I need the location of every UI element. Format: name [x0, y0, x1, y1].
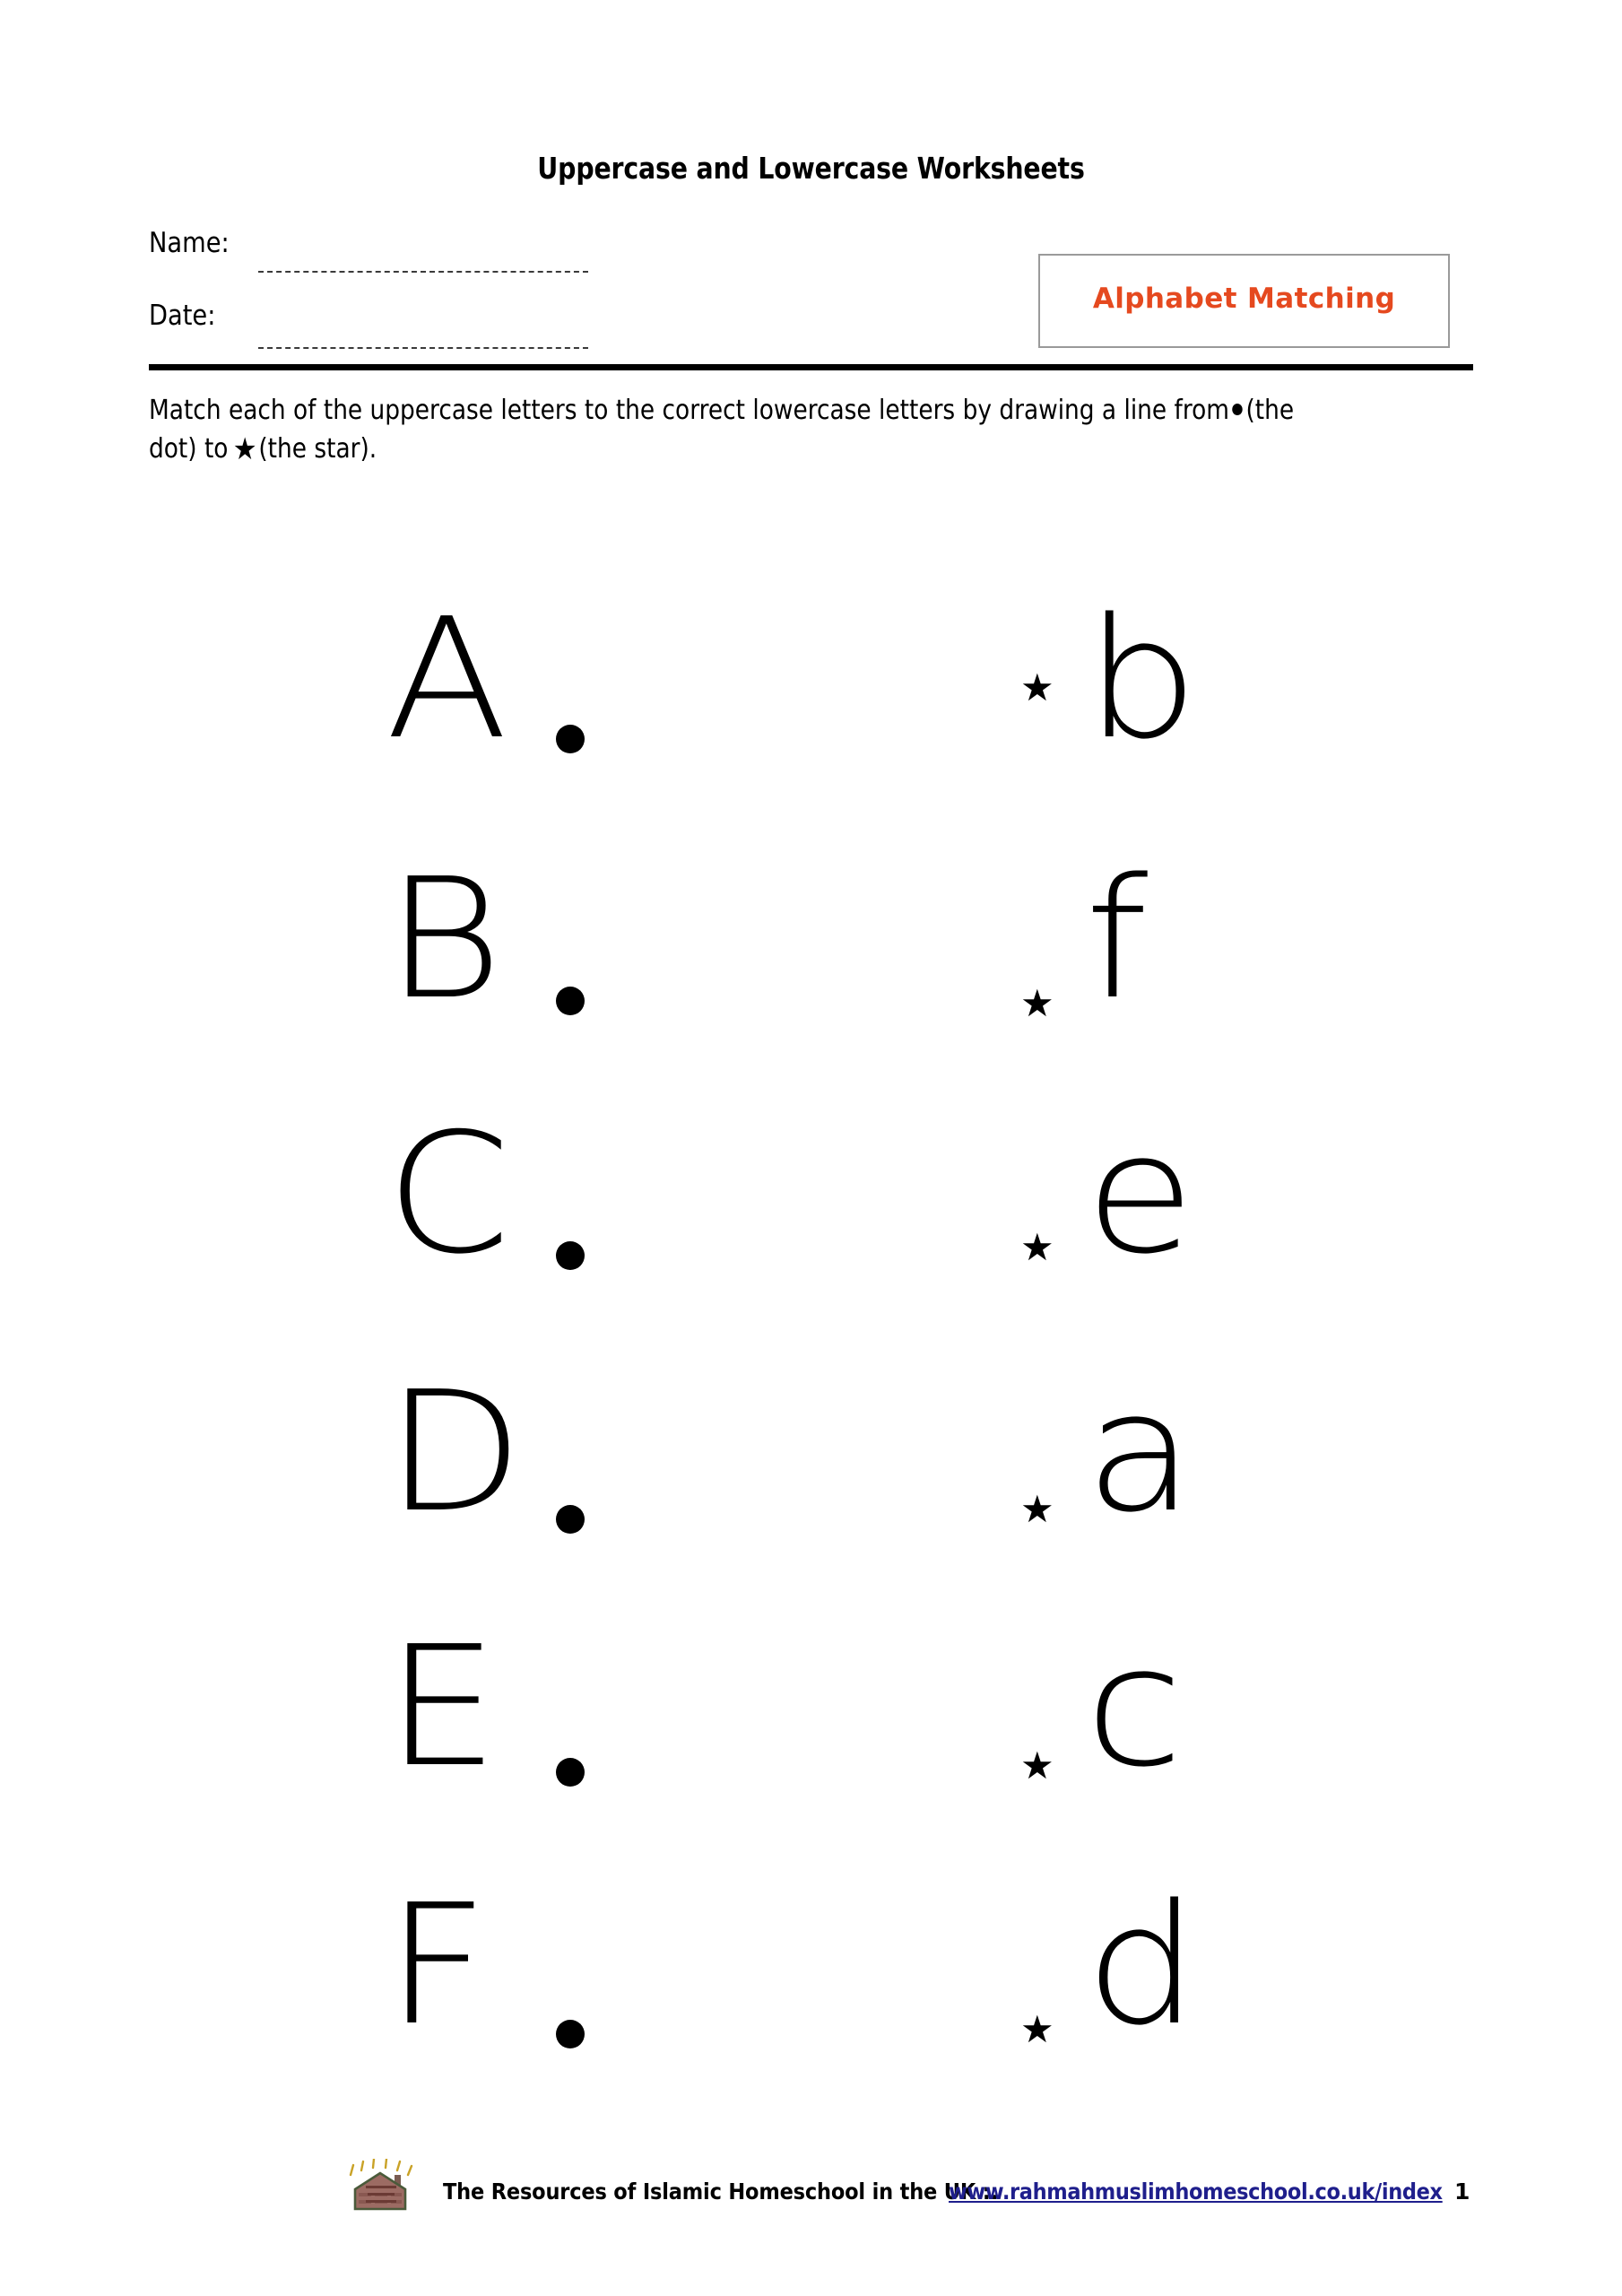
name-label: Name:: [149, 227, 230, 259]
matching-row: [0, 1566, 1622, 1804]
name-input-line[interactable]: [258, 271, 588, 273]
dot-icon[interactable]: [556, 1241, 585, 1270]
dot-icon[interactable]: [556, 1505, 585, 1534]
star-icon[interactable]: ★: [1020, 1226, 1054, 1268]
matching-row: [0, 1824, 1622, 2062]
uppercase-cell: [296, 1824, 672, 2062]
lowercase-cell: [995, 1311, 1408, 1549]
house-logo-icon: [339, 2159, 425, 2225]
instructions-part-1: Match each of the uppercase letters to the correct lowercase letters by drawing a line from: [149, 395, 1229, 426]
student-info-block: [149, 227, 794, 372]
uppercase-cell: [296, 1053, 672, 1291]
date-field-row: [149, 300, 794, 372]
star-icon[interactable]: ★: [1020, 1488, 1054, 1530]
lowercase-cell: [995, 798, 1408, 1036]
lowercase-cell: [995, 1824, 1408, 2062]
matching-row: [0, 1053, 1622, 1291]
uppercase-cell: [296, 1566, 672, 1804]
instructions-part-2: (the dot) to: [149, 395, 1295, 465]
lowercase-letter: a: [1085, 1355, 1195, 1549]
star-icon[interactable]: ★: [1020, 982, 1054, 1024]
lowercase-letter: d: [1085, 1868, 1199, 2062]
lowercase-letter: e: [1085, 1097, 1195, 1291]
uppercase-cell: [296, 538, 672, 776]
star-icon[interactable]: ★: [1020, 666, 1054, 709]
dot-icon[interactable]: [556, 1758, 585, 1787]
dot-icon: [1233, 404, 1243, 415]
lowercase-letter: b: [1085, 582, 1199, 776]
header-divider: [149, 364, 1473, 370]
uppercase-cell: [296, 798, 672, 1036]
star-icon[interactable]: ★: [1020, 1744, 1054, 1787]
footer-website-link[interactable]: www.rahmahmuslimhomeschool.co.uk/index: [949, 2179, 1443, 2205]
activity-badge-label: Alphabet Matching: [1092, 283, 1396, 315]
date-label: Date:: [149, 300, 216, 332]
activity-badge: [1038, 254, 1450, 348]
uppercase-cell: [296, 1311, 672, 1549]
uppercase-letter: A: [386, 582, 508, 776]
lowercase-letter: f: [1085, 842, 1149, 1036]
page-title: Uppercase and Lowercase Worksheets: [537, 151, 1085, 186]
lowercase-cell: [995, 538, 1408, 776]
uppercase-letter: F: [386, 1868, 489, 2062]
instructions-text: Match each of the uppercase letters to the correct lowercase letters by drawing a line from (the dot) to ★(the star).: [149, 395, 1295, 468]
dot-icon[interactable]: [556, 987, 585, 1015]
dot-icon[interactable]: [556, 725, 585, 753]
name-field-row: [149, 227, 794, 300]
uppercase-letter: E: [386, 1610, 499, 1804]
matching-row: [0, 1311, 1622, 1549]
lowercase-cell: [995, 1566, 1408, 1804]
matching-row: [0, 538, 1622, 776]
matching-row: [0, 798, 1622, 1036]
star-icon[interactable]: ★: [1020, 2008, 1054, 2050]
page-footer: [0, 2157, 1622, 2247]
footer-credit: The Resources of Islamic Homeschool in the UK ::: [443, 2179, 999, 2205]
uppercase-letter: B: [386, 842, 503, 1036]
lowercase-cell: [995, 1053, 1408, 1291]
lowercase-letter: c: [1085, 1610, 1184, 1804]
page-number: 1: [1454, 2179, 1470, 2205]
uppercase-letter: D: [386, 1355, 524, 1549]
instructions-part-3: (the star).: [258, 433, 377, 465]
matching-grid: [0, 538, 1622, 2063]
date-input-line[interactable]: [258, 347, 588, 349]
dot-icon[interactable]: [556, 2020, 585, 2048]
uppercase-letter: C: [386, 1097, 511, 1291]
